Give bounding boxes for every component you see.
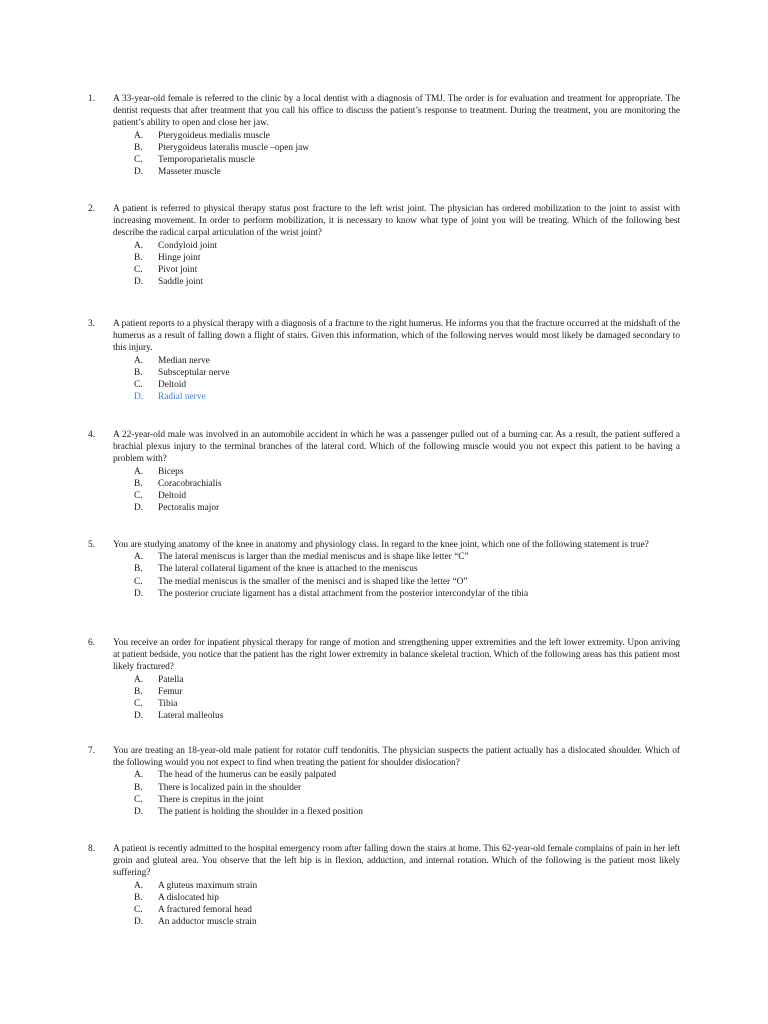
answer-option-d (88, 166, 680, 178)
question-text: You are treating an 18-year-old male patient for rotator cuff tendonitis. The physician suspects the patient actually has a dislocated shoulder. Which of the following would you not expect to find when treating the patient for shoulder dislocation? (113, 746, 680, 769)
answer-option-d (88, 502, 680, 514)
option-text: Temporoparietalis muscle (158, 154, 255, 165)
option-letter: C. (134, 576, 143, 587)
answer-option-b (88, 686, 680, 698)
answer-option-d (88, 588, 680, 600)
question-number: 8. (88, 844, 96, 854)
answer-option-c (88, 904, 680, 916)
answer-option-a (88, 240, 680, 252)
option-letter: C. (134, 379, 143, 390)
option-text: Subsceptular nerve (158, 367, 230, 378)
question-number: 7. (88, 746, 96, 756)
answer-option-a (88, 551, 680, 563)
option-text: The medial meniscus is the smaller of the menisci and is shaped like the letter “O” (158, 576, 468, 587)
option-text: A fractured femoral head (158, 904, 252, 915)
option-text: The lateral meniscus is larger than the medial meniscus and is shape like letter “C” (158, 552, 469, 563)
question-7 (88, 745, 680, 818)
question-text: A patient is recently admitted to the hospital emergency room after falling down the stairs at home. This 62-year-old female complains of pain in her left groin and gluteal area. You observe that the left hip is in flexion, adduction, and internal rotation. Which of the following is the patient most likely suffering? (113, 844, 680, 879)
option-letter: D. (134, 806, 144, 817)
option-text: Patella (158, 674, 184, 685)
option-text: Coracobrachialis (158, 478, 222, 489)
question-number: 6. (88, 638, 96, 648)
answer-options (88, 551, 680, 600)
question-stem (88, 429, 680, 466)
answer-option-c (88, 794, 680, 806)
option-text: There is localized pain in the shoulder (158, 782, 302, 793)
answer-option-a (88, 355, 680, 367)
answer-option-d (88, 710, 680, 722)
option-text: The lateral collateral ligament of the knee is attached to the meniscus (158, 564, 418, 575)
option-text: An adductor muscle strain (158, 917, 257, 928)
answer-option-a (88, 880, 680, 892)
option-text: Saddle joint (158, 277, 204, 288)
answer-option-a (88, 674, 680, 686)
option-text: Biceps (158, 466, 184, 477)
option-letter: B. (134, 892, 143, 903)
question-1 (88, 93, 680, 178)
question-2 (88, 203, 680, 288)
option-letter: B. (134, 564, 143, 575)
question-4 (88, 429, 680, 514)
answer-options (88, 466, 680, 515)
option-letter: D. (134, 167, 144, 178)
option-letter: B. (134, 367, 143, 378)
question-text: A 22-year-old male was involved in an automobile accident in which he was a passenger pulled out of a burning car. As a result, the patient suffered a brachial plexus injury to the terminal branches of the lateral cord. Which of the following muscle would you not expect this patient to be having a problem with? (113, 430, 680, 465)
answer-options (88, 674, 680, 723)
answer-option-d (88, 806, 680, 818)
question-text: You are studying anatomy of the knee in anatomy and physiology class. In regard to the knee joint, which one of the following statement is true? (113, 540, 649, 550)
question-5 (88, 539, 680, 600)
option-letter: B. (134, 252, 143, 263)
answer-option-a (88, 130, 680, 142)
question-number: 1. (88, 94, 96, 104)
option-letter: C. (134, 698, 143, 709)
option-text: There is crepitus in the joint (158, 794, 264, 805)
answer-option-d (88, 916, 680, 928)
option-letter: D. (134, 588, 144, 599)
answer-option-d (88, 391, 680, 403)
option-letter: A. (134, 355, 144, 366)
option-letter: D. (134, 503, 144, 514)
option-text: The head of the humerus can be easily palpated (158, 770, 337, 781)
answer-options (88, 769, 680, 818)
question-stem (88, 745, 680, 769)
option-letter: A. (134, 770, 144, 781)
answer-options (88, 130, 680, 179)
answer-option-b (88, 252, 680, 264)
answer-options (88, 880, 680, 929)
option-text: Deltoid (158, 490, 187, 501)
option-letter: C. (134, 794, 143, 805)
answer-option-b (88, 478, 680, 490)
question-number: 4. (88, 430, 96, 440)
question-text: A patient reports to a physical therapy with a diagnosis of a fracture to the right humerus. He informs you that the fracture occurred at the midshaft of the humerus as a result of falling down a flight of stairs. Given this information, which of the following nerves would most likely be damaged secondary to this injury. (113, 319, 680, 354)
option-letter: D. (134, 711, 144, 722)
option-letter: C. (134, 154, 143, 165)
option-letter: C. (134, 904, 143, 915)
option-letter: B. (134, 782, 143, 793)
option-text: Femur (158, 686, 183, 697)
option-text: Tibia (158, 698, 178, 709)
option-text: A gluteus maximum strain (158, 880, 258, 891)
answer-option-b (88, 782, 680, 794)
question-stem (88, 203, 680, 240)
option-text: Deltoid (158, 379, 187, 390)
option-text: Median nerve (158, 355, 210, 366)
question-number: 3. (88, 319, 96, 329)
option-letter: C. (134, 490, 143, 501)
option-letter: A. (134, 674, 144, 685)
question-number: 2. (88, 204, 96, 214)
question-stem (88, 637, 680, 674)
option-text: Condyloid joint (158, 240, 218, 251)
question-stem (88, 318, 680, 355)
question-text: You receive an order for inpatient physical therapy for range of motion and strengthening upper extremities and the left lower extremity. Upon arriving at patient bedside, you notice that the patient has the right lower extremity in balance skeletal traction. Which of the following areas has this patient most likely fractured? (113, 638, 680, 673)
answer-option-c (88, 154, 680, 166)
option-letter: A. (134, 130, 144, 141)
option-letter: B. (134, 686, 143, 697)
option-text: The patient is holding the shoulder in a flexed position (158, 806, 363, 817)
question-number: 5. (88, 540, 96, 550)
option-text: Pivot joint (158, 264, 198, 275)
option-letter: D. (134, 917, 144, 928)
answer-option-c (88, 490, 680, 502)
question-8 (88, 843, 680, 928)
option-text: Radial nerve (158, 392, 206, 403)
option-text: Pectoralis major (158, 503, 220, 514)
question-stem (88, 93, 680, 130)
option-text: Pterygoideus medialis muscle (158, 130, 270, 141)
option-letter: A. (134, 552, 144, 563)
option-text: Lateral malleolus (158, 711, 224, 722)
option-letter: A. (134, 880, 144, 891)
option-text: Masseter muscle (158, 167, 221, 178)
answer-option-c (88, 379, 680, 391)
answer-option-a (88, 466, 680, 478)
question-text: A patient is referred to physical therapy status post fracture to the left wrist joint. The physician has ordered mobilization to the joint to assist with increasing movement. In order to perform mobilization, it is necessary to know what type of joint you will be treating. Which of the following best describe the radical carpal articulation of the wrist joint? (113, 204, 680, 239)
question-3 (88, 318, 680, 403)
answer-option-a (88, 769, 680, 781)
option-text: A dislocated hip (158, 892, 219, 903)
option-text: Hinge joint (158, 252, 201, 263)
answer-option-b (88, 367, 680, 379)
question-stem (88, 843, 680, 880)
option-letter: D. (134, 392, 144, 403)
question-stem (88, 539, 680, 551)
option-text: Pterygoideus lateralis muscle –open jaw (158, 142, 310, 153)
answer-options (88, 355, 680, 404)
option-letter: B. (134, 142, 143, 153)
option-letter: D. (134, 277, 144, 288)
answer-option-b (88, 142, 680, 154)
question-6 (88, 637, 680, 722)
answer-option-c (88, 698, 680, 710)
answer-option-b (88, 563, 680, 575)
answer-option-d (88, 276, 680, 288)
option-text: The posterior cruciate ligament has a distal attachment from the posterior intercondylar of the tibia (158, 588, 529, 599)
answer-option-b (88, 892, 680, 904)
option-letter: A. (134, 240, 144, 251)
option-letter: A. (134, 466, 144, 477)
question-text: A 33-year-old female is referred to the clinic by a local dentist with a diagnosis of TMJ. The order is for evaluation and treatment for appropriate. The dentist requests that after treatment that you call his office to discuss the patient’s response to treatment. During the treatment, you are monitoring the patient’s ability to open and close her jaw. (113, 94, 680, 129)
option-letter: B. (134, 478, 143, 489)
option-letter: C. (134, 264, 143, 275)
answer-options (88, 240, 680, 289)
answer-option-c (88, 576, 680, 588)
answer-option-c (88, 264, 680, 276)
